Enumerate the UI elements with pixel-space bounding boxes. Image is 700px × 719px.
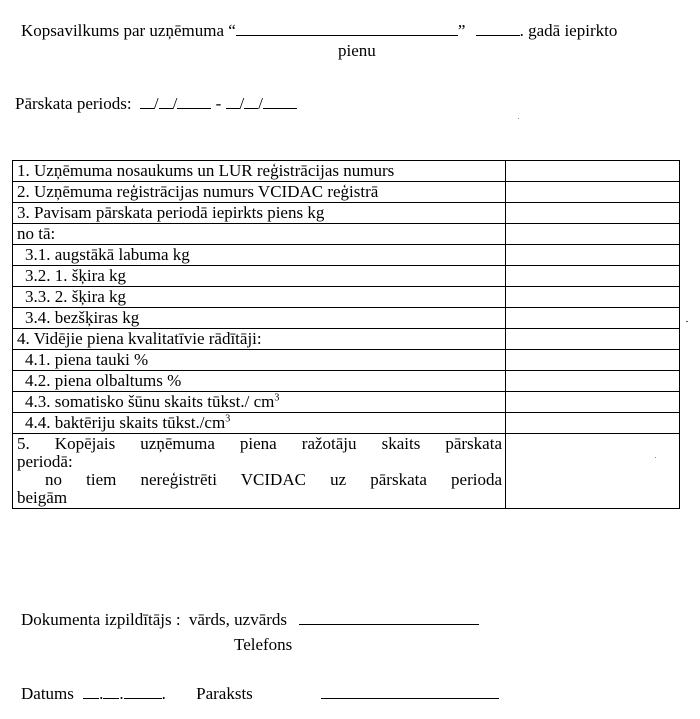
table-row [13, 350, 680, 371]
row-value-cell[interactable] [506, 161, 680, 182]
row-value-cell[interactable] [506, 308, 680, 329]
period-label: Pārskata periods: [15, 94, 132, 113]
signature-blank[interactable] [321, 683, 499, 699]
year-blank[interactable] [476, 20, 520, 36]
row-label [13, 413, 506, 434]
table-row [13, 413, 680, 434]
row-label: 4.1. piena tauki % [13, 350, 506, 371]
row-value-cell[interactable] [506, 266, 680, 287]
table-row [13, 203, 680, 224]
row-value-cell[interactable] [506, 392, 680, 413]
unregistered-line2: beigām [17, 488, 68, 507]
phone-label: Telefons [234, 635, 293, 654]
table-row [13, 287, 680, 308]
scan-speck [686, 321, 688, 322]
table-row [13, 161, 680, 182]
row-value-cell[interactable] [506, 434, 680, 509]
table-row [13, 329, 680, 350]
date-year-blank[interactable] [124, 683, 162, 699]
superscript-3: 3 [274, 392, 280, 404]
table-row [13, 245, 680, 266]
row-value-cell[interactable] [506, 413, 680, 434]
name-label: vārds, uzvārds [188, 610, 288, 629]
row-label: 4. Vidējie piena kvalitatīvie rādītāji: [13, 329, 506, 350]
row-label: 4.2. piena olbaltums % [13, 371, 506, 392]
signature-label: Paraksts [196, 684, 253, 703]
scan-speck [518, 118, 519, 119]
table-row [13, 371, 680, 392]
row-value-cell[interactable] [506, 203, 680, 224]
row-label: 1. Uzņēmuma nosaukums un LUR reģistrācijas numurs [13, 161, 506, 182]
bacteria-count-label: 4.4. baktēriju skaits tūkst./cm [25, 413, 226, 432]
row-value-cell[interactable] [506, 182, 680, 203]
date-label: Datums [21, 684, 74, 703]
row-value-cell[interactable] [506, 224, 680, 245]
period-end-day[interactable] [226, 93, 240, 109]
title-text-start: Kopsavilkums par uzņēmuma “ [21, 21, 236, 40]
row-label: 2. Uzņēmuma reģistrācijas numurs VCIDAC reģistrā [13, 182, 506, 203]
period-dash: - [215, 94, 222, 113]
table-row [13, 224, 680, 245]
report-title-line1 [21, 20, 617, 41]
row-value-cell[interactable] [506, 329, 680, 350]
executor-line [21, 609, 479, 630]
unregistered-line1: no tiem nereģistrēti VCIDAC uz pārskata perioda [45, 470, 502, 489]
period-end-month[interactable] [244, 93, 258, 109]
table-row [13, 434, 680, 509]
title-quote-close: ” [457, 21, 466, 40]
row-label: 3.2. 1. šķira kg [13, 266, 506, 287]
company-name-blank[interactable] [236, 20, 458, 36]
table-row [13, 266, 680, 287]
row-value-cell[interactable] [506, 371, 680, 392]
reporting-period: Pārskata periods: / / - / / [15, 93, 297, 114]
period-start-day[interactable] [140, 93, 154, 109]
producers-count-line1: 5. Kopējais uzņēmuma piena ražotāju skaits pārskata [17, 434, 502, 453]
period-start-month[interactable] [159, 93, 173, 109]
row-label: 3.4. bezšķiras kg [13, 308, 506, 329]
report-title-line2: pienu [338, 41, 376, 60]
table-row [13, 308, 680, 329]
executor-label: Dokumenta izpildītājs : [21, 610, 181, 629]
date-month-blank[interactable] [103, 683, 119, 699]
table-row [13, 182, 680, 203]
producers-count-line2: periodā: [17, 452, 73, 471]
superscript-3: 3 [225, 413, 231, 425]
row-label: 3.3. 2. šķira kg [13, 287, 506, 308]
row-label: 3.1. augstākā labuma kg [13, 245, 506, 266]
row-label: no tā: [13, 224, 506, 245]
scan-speck [655, 457, 656, 458]
date-signature-line: Datums . . . Paraksts [21, 683, 499, 704]
period-start-year[interactable] [177, 93, 211, 109]
row-label: 3. Pavisam pārskata periodā iepirkts piens kg [13, 203, 506, 224]
name-blank[interactable] [299, 609, 479, 625]
row-label [13, 392, 506, 413]
row-value-cell[interactable] [506, 350, 680, 371]
table-row [13, 392, 680, 413]
somatic-cells-label: 4.3. somatisko šūnu skaits tūkst./ cm [25, 392, 275, 411]
row-value-cell[interactable] [506, 287, 680, 308]
period-end-year[interactable] [263, 93, 297, 109]
title-text-end: . gadā iepirkto [519, 21, 618, 40]
row-label [13, 434, 506, 509]
milk-purchase-table [12, 160, 680, 509]
row-value-cell[interactable] [506, 245, 680, 266]
date-day-blank[interactable] [83, 683, 99, 699]
